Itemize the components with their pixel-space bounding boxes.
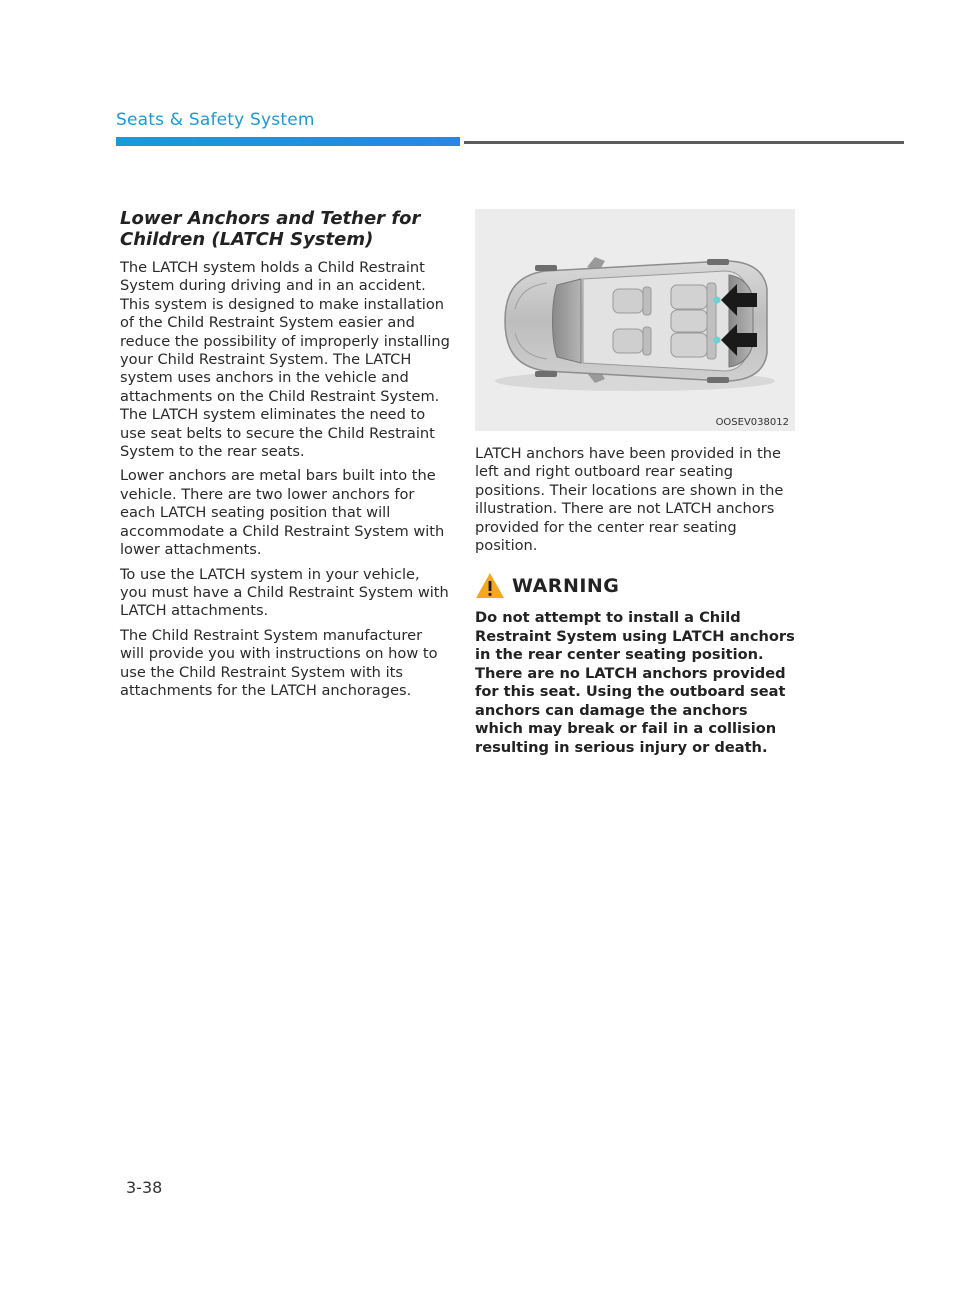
warning-triangle-icon — [475, 571, 505, 601]
chapter-title: Seats & Safety System — [116, 110, 315, 130]
warning-header — [475, 571, 795, 601]
section-title: Lower Anchors and Tether for Children (LATCH System) — [120, 208, 421, 250]
left-column — [120, 208, 450, 706]
paragraph-anchor-locations: LATCH anchors have been provided in the left and right outboard rear seating positions. Their locations are shown in the illustration. There are not LATCH anchors provided for the center rear seating position. — [475, 445, 784, 555]
paragraph-lower-anchors: Lower anchors are metal bars built into the vehicle. There are two lower anchors for each LATCH seating position that will accommodate a Child Restraint System with lower attachments. — [120, 467, 445, 559]
page-number: 3-38 — [126, 1178, 163, 1197]
warning-text: Do not attempt to install a Child Restraint System using LATCH anchors in the rear center seating position. There are no LATCH anchors provided for this seat. Using the outboard seat anchors can damage the anchors which may break or fail in a collision resulting in serious injury or death. — [475, 609, 795, 756]
warning-label: WARNING — [512, 575, 620, 598]
latch-illustration — [475, 209, 795, 431]
car-top-view-icon — [475, 209, 795, 431]
right-column — [475, 209, 795, 757]
paragraph-latch-usage: To use the LATCH system in your vehicle, you must have a Child Restraint System with LATCH attachments. — [120, 565, 449, 620]
figure-code: OOSEV038012 — [715, 417, 789, 428]
header-gray-rule — [464, 141, 904, 144]
header-accent-rule — [116, 137, 460, 146]
paragraph-latch-intro: The LATCH system holds a Child Restraint System during driving and in an accident. This system is designed to make installation of the Child Restraint System easier and reduce the possibility of improperly installing your Child Restraint System. The LATCH system uses anchors in the vehicle and attachments on the Child Restraint System. The LATCH system eliminates the need to use seat belts to secure the Child Restraint System to the rear seats. — [120, 259, 450, 461]
paragraph-manufacturer: The Child Restraint System manufacturer will provide you with instructions on how to use the Child Restraint System with its attachments for the LATCH anchorages. — [120, 626, 438, 699]
